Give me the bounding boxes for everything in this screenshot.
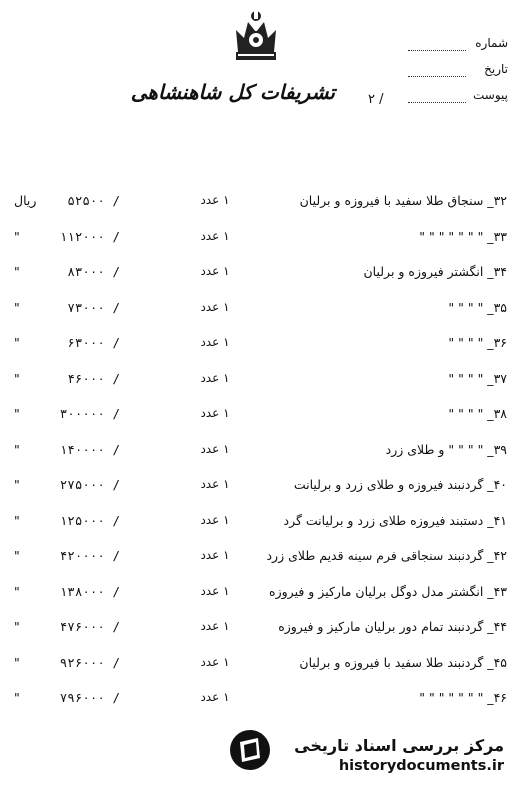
item-quantity: ۱ عدد (200, 548, 230, 562)
item-row (0, 406, 519, 430)
watermark-name: مرکز بررسی اسناد تاریخی (294, 736, 504, 755)
item-currency: " (14, 335, 20, 350)
item-row (0, 548, 519, 572)
item-row (0, 513, 519, 537)
item-amount: ۵۲۵۰۰ / (67, 193, 120, 208)
item-row (0, 477, 519, 501)
item-row (0, 371, 519, 395)
item-row (0, 584, 519, 608)
item-row (0, 655, 519, 679)
letterhead-title: تشریفات کل شاهنشاهی (130, 80, 335, 104)
item-amount: ۴۷۶۰۰۰ / (59, 619, 120, 634)
item-currency: " (14, 584, 20, 599)
item-description: ۴۳_ انگشتر مدل دوگل برلیان مارکیز و فیروزه (269, 584, 507, 599)
item-quantity: ۱ عدد (200, 264, 230, 278)
item-amount: ۱۲۵۰۰۰ / (59, 513, 120, 528)
item-description: ۳۷_ " " " " (448, 371, 507, 386)
item-amount: ۴۶۰۰۰ / (67, 371, 120, 386)
crown-emblem (228, 8, 284, 66)
item-amount: ۹۲۶۰۰۰ / (59, 655, 120, 670)
attachment-field (408, 88, 508, 106)
item-currency: " (14, 371, 20, 386)
item-quantity: ۱ عدد (200, 335, 230, 349)
item-quantity: ۱ عدد (200, 619, 230, 633)
item-currency: " (14, 513, 20, 528)
item-description: ۳۹_ " " " " و طلای زرد (385, 442, 507, 457)
item-currency: " (14, 548, 20, 563)
item-amount: ۱۴۰۰۰۰ / (59, 442, 120, 457)
item-amount: ۲۷۵۰۰۰ / (59, 477, 120, 492)
item-row (0, 690, 519, 714)
item-currency: " (14, 655, 20, 670)
item-currency: ریال (14, 193, 37, 208)
item-currency: " (14, 690, 20, 705)
item-quantity: ۱ عدد (200, 193, 230, 207)
item-currency: " (14, 442, 20, 457)
item-quantity: ۱ عدد (200, 406, 230, 420)
item-description: ۴۲_ گردنبند سنجاقی فرم سینه قدیم طلای زرد (266, 548, 507, 563)
item-currency: " (14, 477, 20, 492)
item-currency: " (14, 229, 20, 244)
item-description: ۳۵_ " " " " (448, 300, 507, 315)
date-field-line (408, 76, 466, 77)
number-field (408, 36, 508, 54)
item-amount: ۱۱۲۰۰۰ / (59, 229, 120, 244)
item-quantity: ۱ عدد (200, 371, 230, 385)
item-description: ۴۰_ گردنبند فیروزه و طلای زرد و برلیانت (293, 477, 507, 492)
item-description: ۳۶_ " " " " (448, 335, 507, 350)
item-quantity: ۱ عدد (200, 300, 230, 314)
item-currency: " (14, 264, 20, 279)
item-row (0, 442, 519, 466)
item-description: ۴۴_ گردنبند تمام دور برلیان مارکیز و فیروزه (278, 619, 507, 634)
item-amount: ۶۳۰۰۰ / (67, 335, 120, 350)
item-amount: ۳۰۰۰۰۰ / (59, 406, 120, 421)
item-description: ۳۴_ انگشتر فیروزه و برلیان (363, 264, 507, 279)
item-description: ۳۸_ " " " " (448, 406, 507, 421)
item-quantity: ۱ عدد (200, 477, 230, 491)
item-amount: ۱۳۸۰۰۰ / (59, 584, 120, 599)
item-amount: ۸۳۰۰۰ / (67, 264, 120, 279)
item-currency: " (14, 300, 20, 315)
date-field-label: تاریخ (484, 62, 508, 76)
item-quantity: ۱ عدد (200, 513, 230, 527)
number-field-line (408, 50, 466, 51)
item-amount: ۷۹۶۰۰۰ / (59, 690, 120, 705)
watermark-url: historydocuments.ir (338, 758, 504, 774)
item-amount: ۷۳۰۰۰ / (67, 300, 120, 315)
date-field (408, 62, 508, 80)
item-quantity: ۱ عدد (200, 655, 230, 669)
page-number: / ۲ (368, 92, 384, 107)
item-description: ۳۲_ سنجاق طلا سفید با فیروزه و برلیان (299, 193, 507, 208)
attachment-field-line (408, 102, 466, 103)
item-quantity: ۱ عدد (200, 584, 230, 598)
watermark (228, 728, 516, 784)
item-quantity: ۱ عدد (200, 442, 230, 456)
item-row (0, 335, 519, 359)
item-quantity: ۱ عدد (200, 229, 230, 243)
item-quantity: ۱ عدد (200, 690, 230, 704)
attachment-field-label: پیوست (473, 88, 508, 102)
item-description: ۴۵_ گردنبند طلا سفید با فیروزه و برلیان (299, 655, 507, 670)
item-amount: ۴۲۰۰۰۰ / (59, 548, 120, 563)
item-description: ۳۳_ " " " " " " " (419, 229, 507, 244)
item-row (0, 300, 519, 324)
item-row (0, 619, 519, 643)
item-row (0, 264, 519, 288)
item-description: ۴۱_ دستبند فیروزه طلای زرد و برلیانت گرد (283, 513, 507, 528)
item-currency: " (14, 406, 20, 421)
item-row (0, 193, 519, 217)
item-description: ۴۶_ " " " " " " " (419, 690, 507, 705)
item-row (0, 229, 519, 253)
item-currency: " (14, 619, 20, 634)
number-field-label: شماره (475, 36, 508, 50)
